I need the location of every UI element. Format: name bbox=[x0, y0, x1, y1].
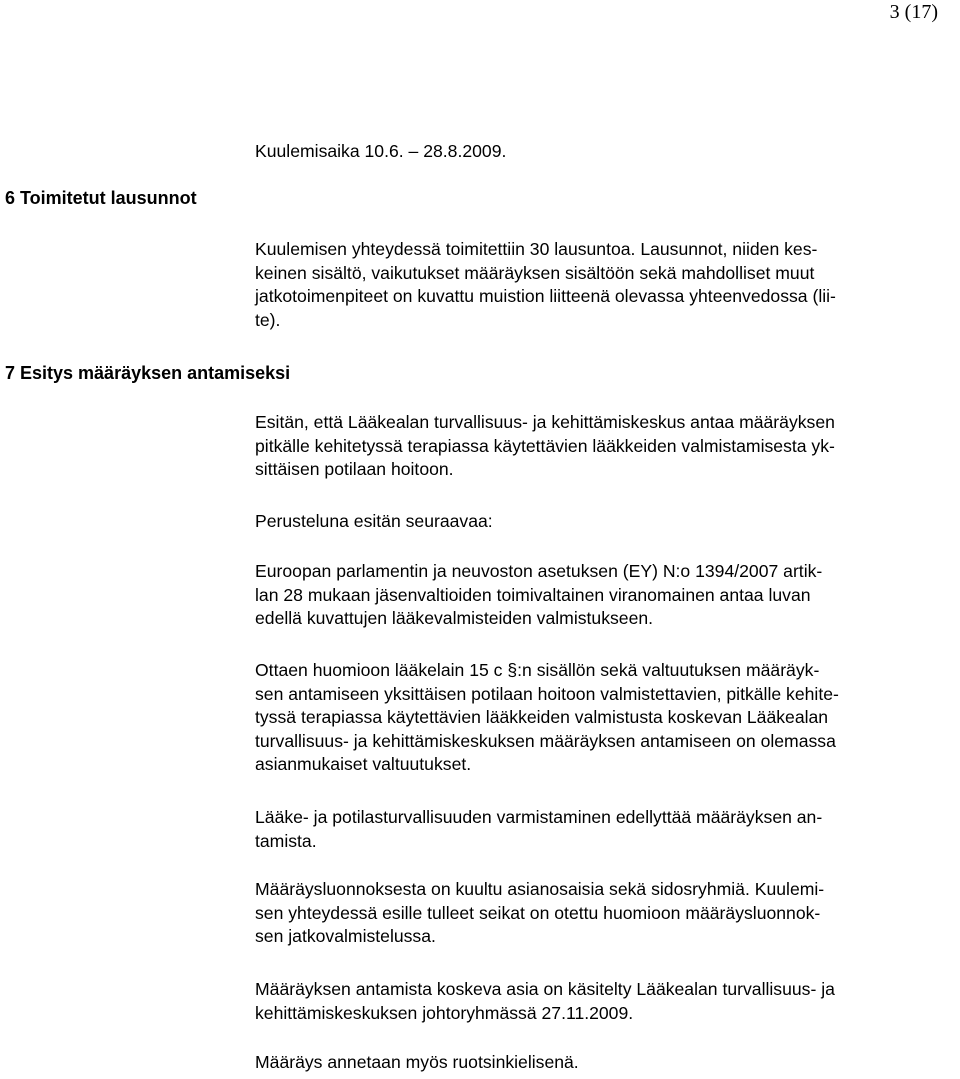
text-line: Ottaen huomioon lääkelain 15 c §:n sisällön sekä valtuutuksen määräyk- bbox=[255, 660, 820, 680]
text-line: lan 28 mukaan jäsenvaltioiden toimivaltainen viranomainen antaa luvan bbox=[255, 584, 811, 605]
text-line: Lääke- ja potilasturvallisuuden varmistaminen edellyttää määräyksen an- bbox=[255, 807, 823, 827]
text-line: Esitän, että Lääkealan turvallisuus- ja kehittämiskeskus antaa määräyksen bbox=[255, 412, 835, 432]
text-line: edellä kuvattujen lääkevalmisteiden valmistukseen. bbox=[255, 608, 654, 629]
paragraph-statements bbox=[255, 238, 955, 332]
text-line: sen antamiseen yksittäisen potilaan hoitoon valmistettavien, pitkälle kehite- bbox=[255, 683, 839, 704]
text-line: Euroopan parlamentin ja neuvoston asetuksen (EY) N:o 1394/2007 artik- bbox=[255, 561, 823, 581]
text-line: jatkotoimenpiteet on kuvattu muistion liitteenä olevassa yhteenvedossa (lii- bbox=[255, 286, 836, 307]
text-line: Kuulemisaika 10.6. – 28.8.2009. bbox=[255, 141, 507, 161]
paragraph-authorization bbox=[255, 659, 955, 777]
text-line: tamista. bbox=[255, 830, 317, 851]
text-line: turvallisuus- ja kehittämiskeskuksen määräyksen antamiseen on olemassa bbox=[255, 730, 836, 751]
text-line: keinen sisältö, vaikutukset määräyksen sisältöön sekä mahdolliset muut bbox=[255, 262, 815, 283]
paragraph-justification-intro bbox=[255, 510, 955, 534]
page-number: 3 (17) bbox=[889, 1, 938, 23]
text-line: kehittämiskeskuksen johtoryhmässä 27.11.2009. bbox=[255, 1002, 634, 1023]
text-line: tyssä terapiassa käytettävien lääkkeiden valmistusta koskevan Lääkealan bbox=[255, 707, 829, 728]
text-line: sittäisen potilaan hoitoon. bbox=[255, 459, 454, 480]
paragraph-regulation bbox=[255, 560, 955, 631]
paragraph-hearing-period bbox=[255, 140, 955, 164]
paragraph-consultation bbox=[255, 878, 955, 949]
section-heading-7: 7 Esitys määräyksen antamiseksi bbox=[5, 363, 291, 383]
paragraph-proposal bbox=[255, 411, 955, 482]
text-line: Määräys annetaan myös ruotsinkielisenä. bbox=[255, 1052, 579, 1072]
text-line: Määräysluonnoksesta on kuultu asianosaisia sekä sidosryhmiä. Kuulemi- bbox=[255, 879, 825, 899]
text-line: sen jatkovalmistelussa. bbox=[255, 926, 436, 947]
paragraph-swedish bbox=[255, 1051, 955, 1075]
text-line: Perusteluna esitän seuraavaa: bbox=[255, 511, 493, 531]
text-line: Määräyksen antamista koskeva asia on käsitelty Lääkealan turvallisuus- ja bbox=[255, 979, 835, 999]
text-line: Kuulemisen yhteydessä toimitettiin 30 lausuntoa. Lausunnot, niiden kes- bbox=[255, 239, 818, 259]
text-line: pitkälle kehitetyssä terapiassa käytettävien lääkkeiden valmistamisesta yk- bbox=[255, 435, 835, 456]
paragraph-board bbox=[255, 978, 955, 1025]
text-line: sen yhteydessä esille tulleet seikat on otettu huomioon määräysluonnok- bbox=[255, 902, 821, 923]
text-line: asianmukaiset valtuutukset. bbox=[255, 754, 472, 775]
section-heading-6: 6 Toimitetut lausunnot bbox=[5, 188, 197, 208]
text-line: te). bbox=[255, 309, 281, 330]
paragraph-safety bbox=[255, 806, 955, 853]
